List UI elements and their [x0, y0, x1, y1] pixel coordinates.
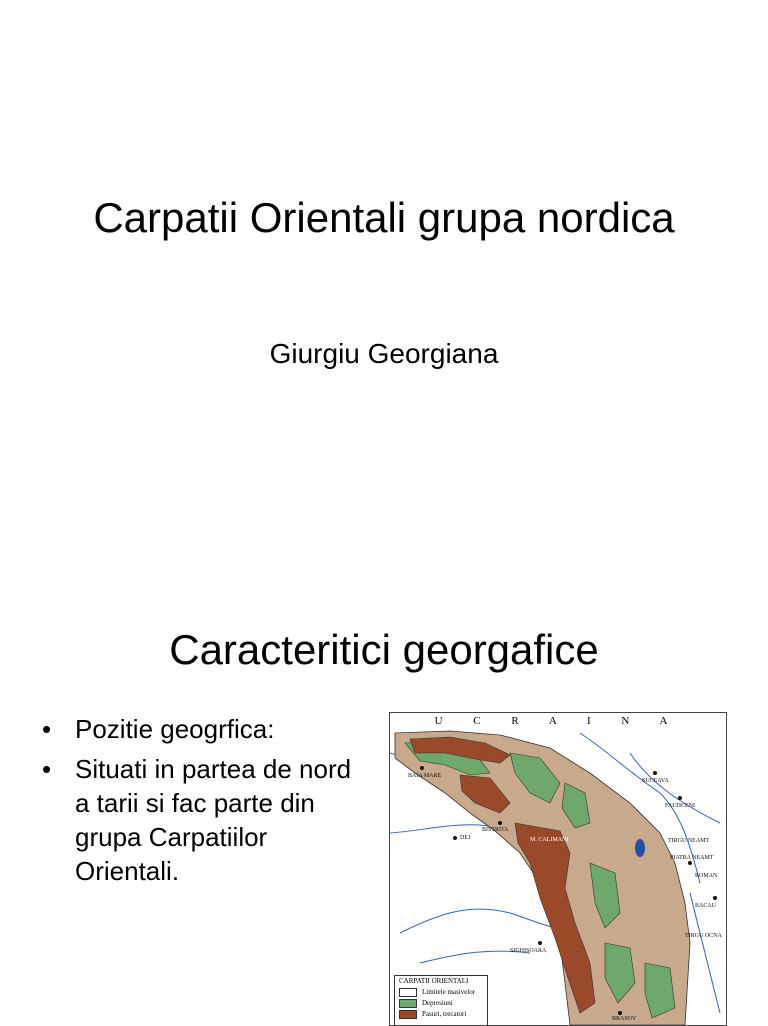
bullet-item — [42, 752, 372, 888]
slide-heading: Caracteritici georgafice — [169, 626, 599, 673]
bullet-text: Situati in partea de nord a tarii si fac parte din grupa Carpatiilor Orientali. — [75, 754, 352, 886]
map-place-label: BRASOV — [612, 1016, 637, 1022]
map-place-label: DEJ — [460, 835, 471, 841]
legend-label: Limitele masivelor — [422, 988, 476, 996]
slide-title-heading: Carpatii Orientali grupa nordica — [93, 194, 675, 241]
map-place-label: PIATRA NEAMT — [670, 855, 714, 861]
slide-subtitle-author: Giurgiu Georgiana — [269, 338, 499, 369]
bullet-text: Pozitie geogrfica: — [75, 714, 275, 744]
legend-row — [395, 1009, 487, 1020]
slide-characteristics — [0, 590, 768, 1024]
legend-depression-swatch-icon — [399, 999, 417, 1008]
map-legend — [394, 975, 488, 1026]
map-place-label: TIRGU OCNA — [685, 933, 722, 939]
map-place-label: BACAU — [695, 903, 717, 909]
bullet-item — [42, 712, 372, 746]
map-country-label: U C R A I N A — [434, 715, 682, 727]
carpathians-map-image — [389, 712, 727, 1026]
map-place-label: FALTICENI — [665, 803, 695, 809]
bullet-list — [42, 712, 372, 894]
bullet-dot-icon: • — [42, 754, 52, 784]
map-place-label: BAIA MARE — [408, 773, 442, 779]
map-place-label: M. CALIMANI — [530, 837, 569, 843]
legend-label: Pasuri, trecatori — [422, 1010, 467, 1018]
legend-row — [395, 987, 487, 998]
bullet-dot-icon: • — [42, 714, 52, 744]
legend-pass-swatch-icon — [399, 1010, 417, 1019]
map-place-label: BISTRITA — [482, 827, 509, 833]
legend-label: Depresiuni — [422, 999, 453, 1007]
legend-title: CARPATII ORIENTALI — [399, 977, 469, 985]
map-place-label: ROMAN — [695, 873, 718, 879]
legend-line-swatch-icon — [399, 988, 417, 997]
map-place-label: SUCEAVA — [642, 778, 669, 784]
legend-row — [395, 998, 487, 1009]
map-place-label: SIGHISOARA — [510, 948, 547, 954]
map-place-label: TIRGU NEAMT — [668, 838, 710, 844]
